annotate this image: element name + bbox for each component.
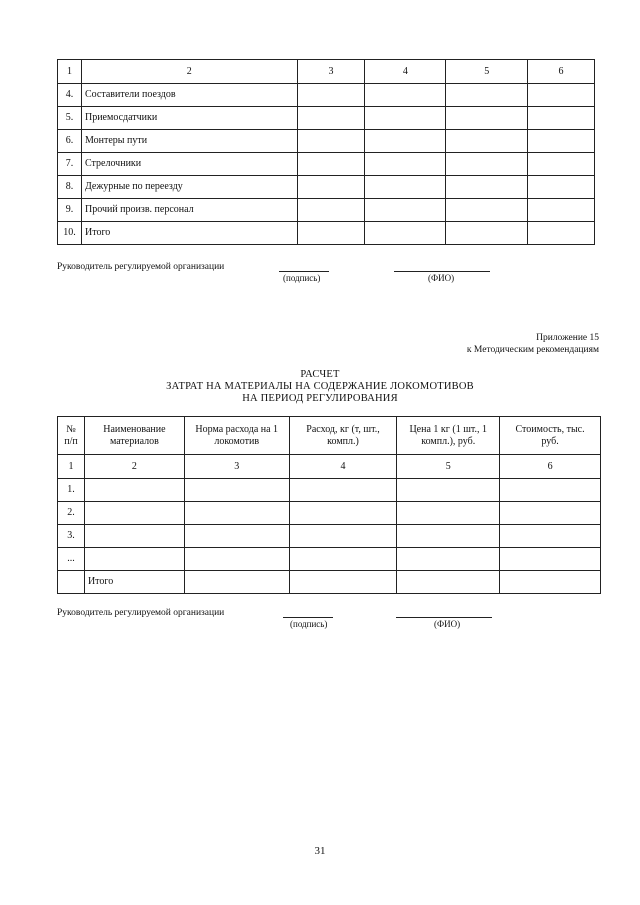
row-number: 4. bbox=[58, 84, 82, 107]
column-number: 3 bbox=[184, 455, 289, 479]
signature-line bbox=[283, 617, 333, 618]
table-row bbox=[58, 222, 595, 245]
empty-cell bbox=[297, 130, 365, 153]
empty-cell bbox=[446, 107, 528, 130]
header-cell: 1 bbox=[58, 60, 82, 84]
table-row bbox=[58, 176, 595, 199]
row-number: 7. bbox=[58, 153, 82, 176]
row-number: 1. bbox=[58, 479, 85, 502]
table-row bbox=[58, 525, 601, 548]
table-row bbox=[58, 199, 595, 222]
empty-cell bbox=[397, 525, 500, 548]
row-name bbox=[84, 548, 184, 571]
empty-cell bbox=[297, 153, 365, 176]
signature-caption: (подпись) bbox=[283, 273, 321, 283]
row-name: Составители поездов bbox=[81, 84, 297, 107]
title-line-1: РАСЧЕТ bbox=[300, 369, 340, 380]
signature-label: Руководитель регулируемой организации bbox=[57, 262, 225, 272]
empty-cell bbox=[289, 571, 397, 594]
empty-cell bbox=[528, 222, 595, 245]
table-row bbox=[58, 502, 601, 525]
signature-label: Руководитель регулируемой организации bbox=[57, 608, 225, 618]
empty-cell bbox=[297, 199, 365, 222]
empty-cell bbox=[365, 84, 446, 107]
empty-cell bbox=[446, 84, 528, 107]
empty-cell bbox=[365, 222, 446, 245]
header-cell: 5 bbox=[446, 60, 528, 84]
empty-cell bbox=[184, 502, 289, 525]
row-number bbox=[58, 571, 85, 594]
empty-cell bbox=[397, 548, 500, 571]
empty-cell bbox=[289, 479, 397, 502]
staff-table bbox=[57, 59, 595, 245]
fio-caption: (ФИО) bbox=[434, 619, 461, 629]
document-title bbox=[0, 369, 640, 405]
column-number-row bbox=[58, 455, 601, 479]
empty-cell bbox=[500, 525, 601, 548]
appendix-line-2: к Методическим рекомендациям bbox=[466, 345, 599, 355]
column-number: 5 bbox=[397, 455, 500, 479]
empty-cell bbox=[446, 153, 528, 176]
page-number: 31 bbox=[314, 845, 326, 857]
empty-cell bbox=[365, 199, 446, 222]
empty-cell bbox=[397, 479, 500, 502]
column-number: 1 bbox=[58, 455, 85, 479]
empty-cell bbox=[446, 130, 528, 153]
row-number: 5. bbox=[58, 107, 82, 130]
row-number: ... bbox=[58, 548, 85, 571]
row-number: 2. bbox=[58, 502, 85, 525]
fio-caption: (ФИО) bbox=[428, 273, 455, 283]
empty-cell bbox=[397, 502, 500, 525]
row-name: Дежурные по переезду bbox=[81, 176, 297, 199]
table-row bbox=[58, 84, 595, 107]
empty-cell bbox=[500, 548, 601, 571]
row-number: 10. bbox=[58, 222, 82, 245]
materials-table bbox=[57, 416, 601, 594]
table-row bbox=[58, 479, 601, 502]
empty-cell bbox=[446, 199, 528, 222]
row-name: Прочий произв. персонал bbox=[81, 199, 297, 222]
row-name bbox=[84, 525, 184, 548]
empty-cell bbox=[365, 153, 446, 176]
title-line-2: ЗАТРАТ НА МАТЕРИАЛЫ НА СОДЕРЖАНИЕ ЛОКОМОТИВОВ bbox=[166, 381, 474, 392]
table-row bbox=[58, 130, 595, 153]
table-header-row bbox=[58, 417, 601, 455]
empty-cell bbox=[289, 502, 397, 525]
empty-cell bbox=[184, 525, 289, 548]
empty-cell bbox=[365, 176, 446, 199]
appendix-line-1: Приложение 15 bbox=[536, 333, 599, 343]
empty-cell bbox=[184, 479, 289, 502]
header-cell-number: № п/п bbox=[58, 417, 85, 455]
column-number: 2 bbox=[84, 455, 184, 479]
row-name: Итого bbox=[84, 571, 184, 594]
empty-cell bbox=[289, 525, 397, 548]
row-number: 3. bbox=[58, 525, 85, 548]
header-cell-cost: Стоимость, тыс. руб. bbox=[500, 417, 601, 455]
table-row bbox=[58, 153, 595, 176]
fio-line bbox=[394, 271, 490, 272]
column-number: 4 bbox=[289, 455, 397, 479]
row-name bbox=[84, 502, 184, 525]
row-name: Итого bbox=[81, 222, 297, 245]
table-header-row bbox=[58, 60, 595, 84]
empty-cell bbox=[289, 548, 397, 571]
row-name: Монтеры пути bbox=[81, 130, 297, 153]
header-cell-material: Наименование материалов bbox=[84, 417, 184, 455]
empty-cell bbox=[528, 84, 595, 107]
empty-cell bbox=[397, 571, 500, 594]
empty-cell bbox=[184, 571, 289, 594]
table-row bbox=[58, 548, 601, 571]
empty-cell bbox=[528, 153, 595, 176]
empty-cell bbox=[297, 107, 365, 130]
table-row bbox=[58, 571, 601, 594]
row-number: 6. bbox=[58, 130, 82, 153]
empty-cell bbox=[365, 107, 446, 130]
empty-cell bbox=[500, 479, 601, 502]
row-number: 9. bbox=[58, 199, 82, 222]
empty-cell bbox=[446, 176, 528, 199]
row-name bbox=[84, 479, 184, 502]
header-cell: 4 bbox=[365, 60, 446, 84]
empty-cell bbox=[528, 130, 595, 153]
empty-cell bbox=[297, 176, 365, 199]
header-cell-norm: Норма расхода на 1 локомотив bbox=[184, 417, 289, 455]
row-number: 8. bbox=[58, 176, 82, 199]
fio-line bbox=[396, 617, 492, 618]
row-name: Стрелочники bbox=[81, 153, 297, 176]
empty-cell bbox=[500, 571, 601, 594]
table-row bbox=[58, 107, 595, 130]
row-name: Приемосдатчики bbox=[81, 107, 297, 130]
empty-cell bbox=[446, 222, 528, 245]
empty-cell bbox=[297, 222, 365, 245]
signature-caption: (подпись) bbox=[290, 619, 328, 629]
empty-cell bbox=[528, 107, 595, 130]
empty-cell bbox=[528, 199, 595, 222]
title-line-3: НА ПЕРИОД РЕГУЛИРОВАНИЯ bbox=[242, 393, 398, 404]
header-cell-consumption: Расход, кг (т, шт., компл.) bbox=[289, 417, 397, 455]
header-cell-price: Цена 1 кг (1 шт., 1 компл.), руб. bbox=[397, 417, 500, 455]
header-cell: 3 bbox=[297, 60, 365, 84]
appendix-note bbox=[467, 332, 599, 356]
header-cell: 2 bbox=[81, 60, 297, 84]
header-cell: 6 bbox=[528, 60, 595, 84]
empty-cell bbox=[365, 130, 446, 153]
empty-cell bbox=[297, 84, 365, 107]
empty-cell bbox=[528, 176, 595, 199]
empty-cell bbox=[184, 548, 289, 571]
empty-cell bbox=[500, 502, 601, 525]
column-number: 6 bbox=[500, 455, 601, 479]
signature-line bbox=[279, 271, 329, 272]
